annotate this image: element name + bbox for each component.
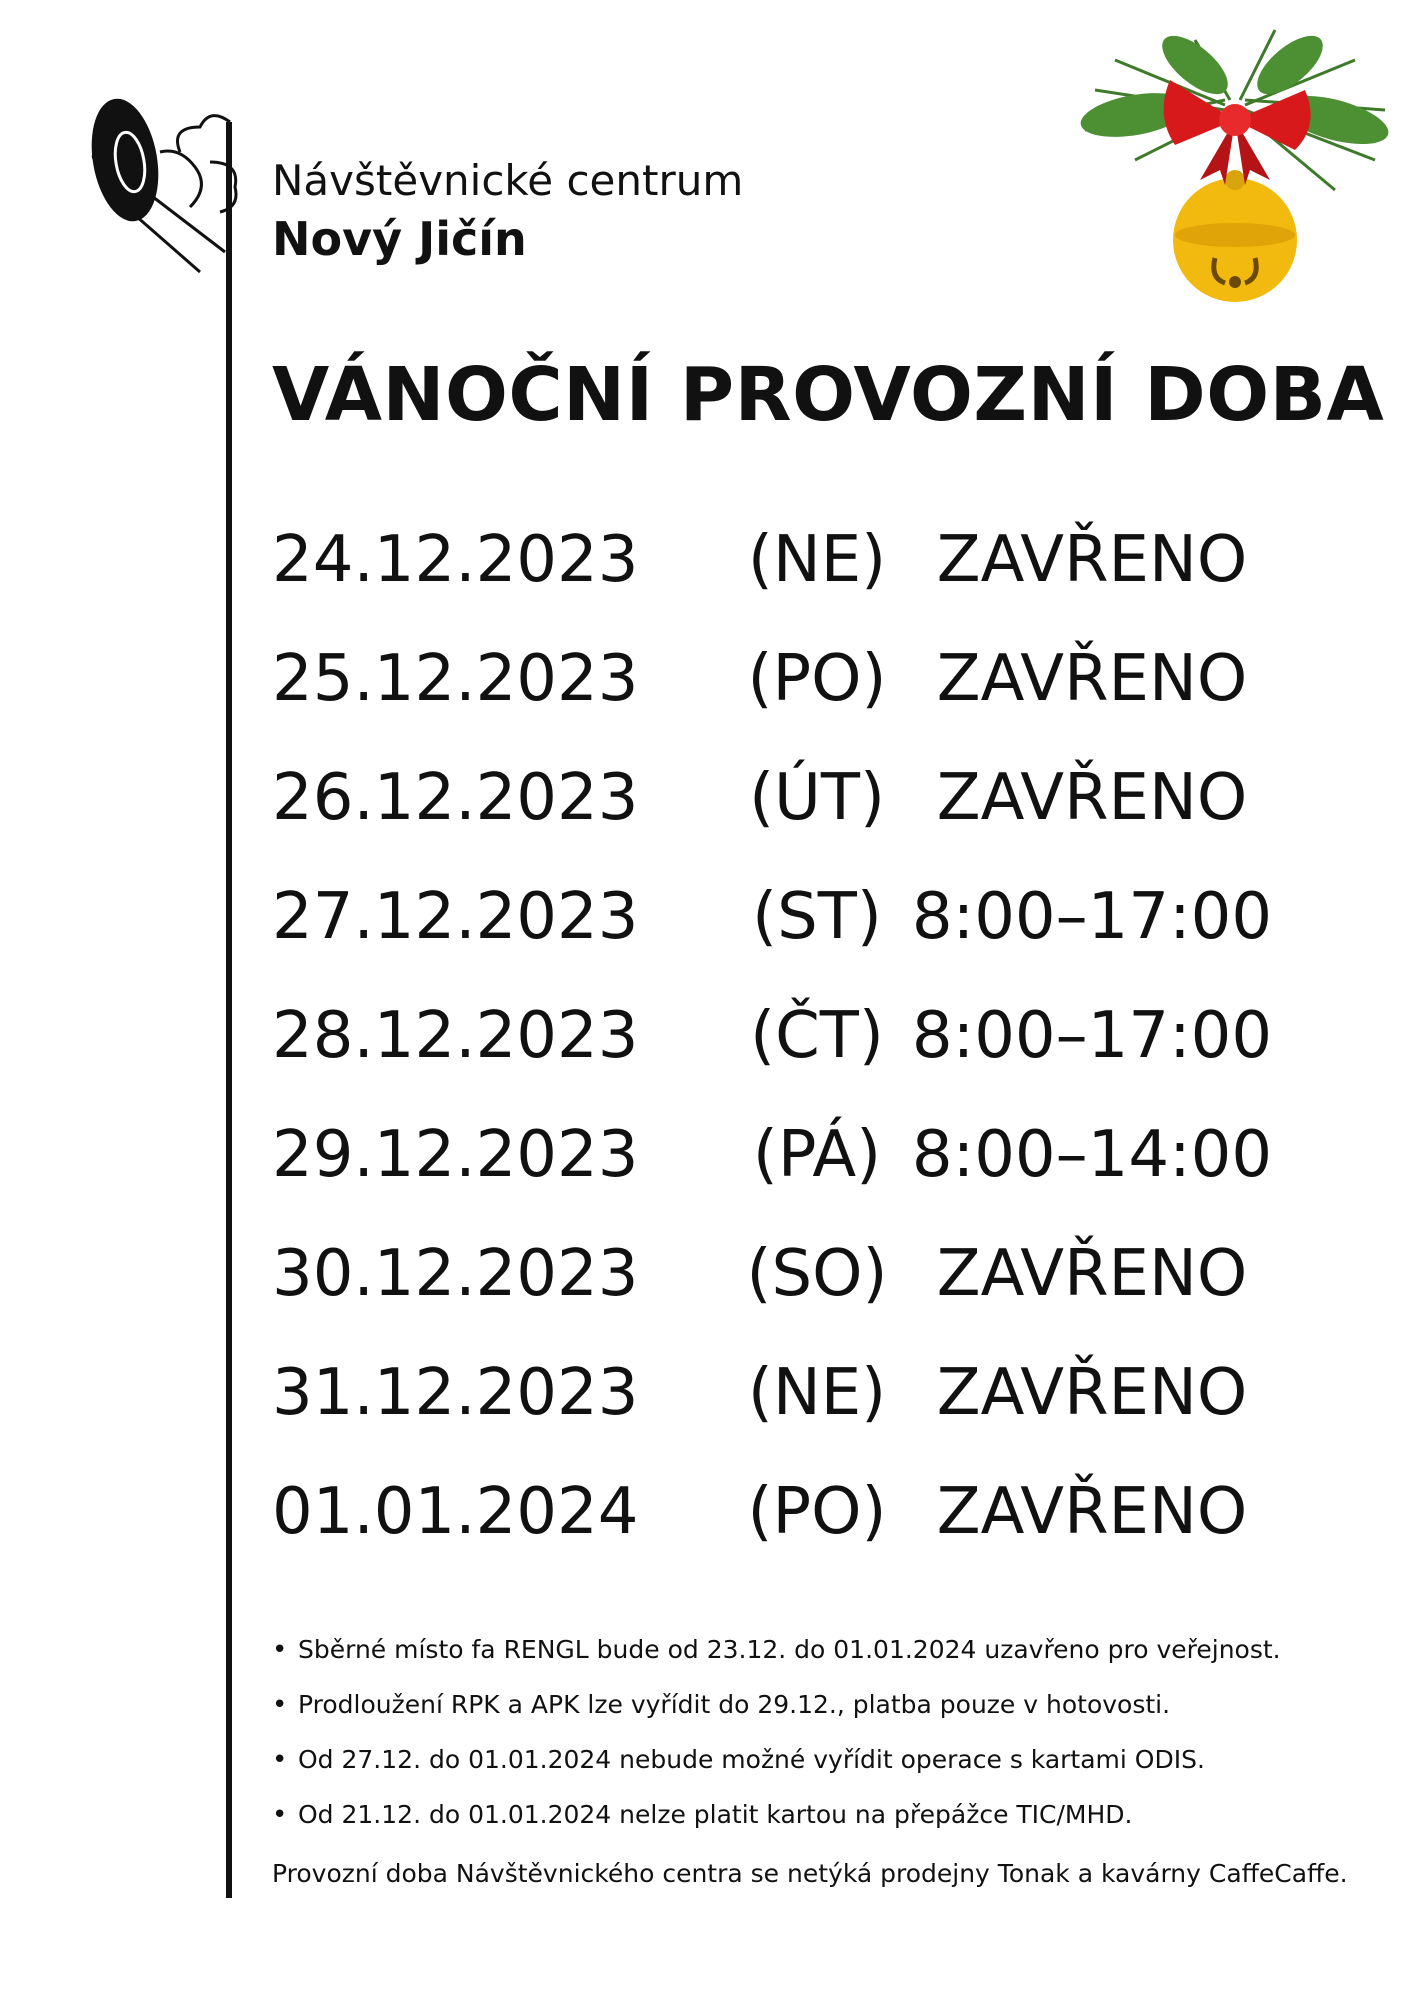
- schedule-row: [272, 510, 1272, 629]
- schedule-date: 26.12.2023: [272, 761, 639, 835]
- schedule-day: (NE): [747, 523, 887, 597]
- schedule-status: 8:00–17:00: [911, 999, 1273, 1073]
- christmas-bell-with-bow-icon: [1075, 20, 1395, 305]
- note-text: Od 27.12. do 01.01.2024 nebude možné vyřídit operace s kartami ODIS.: [298, 1745, 1205, 1774]
- schedule-row: [272, 1462, 1272, 1581]
- list-item: [272, 1740, 1362, 1795]
- schedule-date: 01.01.2024: [272, 1475, 639, 1549]
- list-item: [272, 1795, 1362, 1850]
- bullet-icon: •: [272, 1800, 288, 1830]
- schedule-day: (SO): [746, 1237, 888, 1311]
- note-text: Prodloužení RPK a APK lze vyřídit do 29.12., platba pouze v hotovosti.: [298, 1690, 1171, 1719]
- organization-name: Návštěvnické centrum: [272, 156, 744, 205]
- schedule-status: 8:00–17:00: [911, 880, 1273, 954]
- page-title: VÁNOČNÍ PROVOZNÍ DOBA: [272, 352, 1385, 438]
- schedule-status: ZAVŘENO: [936, 523, 1248, 597]
- bullet-icon: •: [272, 1745, 288, 1775]
- schedule-status: ZAVŘENO: [936, 642, 1248, 716]
- schedule-status: 8:00–14:00: [911, 1118, 1273, 1192]
- schedule-row: [272, 1224, 1272, 1343]
- schedule-date: 25.12.2023: [272, 642, 639, 716]
- schedule-date: 31.12.2023: [272, 1356, 639, 1430]
- bullet-icon: •: [272, 1690, 288, 1720]
- schedule-row: [272, 1105, 1272, 1224]
- schedule-day: (ÚT): [749, 761, 885, 835]
- schedule-date: 30.12.2023: [272, 1237, 639, 1311]
- bullet-icon: •: [272, 1635, 288, 1665]
- schedule-row: [272, 1343, 1272, 1462]
- schedule-day: (PO): [747, 642, 887, 716]
- schedule-row: [272, 867, 1272, 986]
- schedule-day: (ST): [752, 880, 882, 954]
- schedule-status: ZAVŘENO: [936, 761, 1248, 835]
- schedule-date: 29.12.2023: [272, 1118, 639, 1192]
- schedule-row: [272, 748, 1272, 867]
- schedule-row: [272, 986, 1272, 1105]
- note-text: Sběrné místo fa RENGL bude od 23.12. do 01.01.2024 uzavřeno pro veřejnost.: [298, 1635, 1281, 1664]
- schedule-day: (PÁ): [752, 1118, 882, 1192]
- schedule-date: 27.12.2023: [272, 880, 639, 954]
- schedule-status: ZAVŘENO: [936, 1356, 1248, 1430]
- list-item: [272, 1685, 1362, 1740]
- footer-note: Provozní doba Návštěvnického centra se netýká prodejny Tonak a kavárny CaffeCaffe.: [272, 1859, 1348, 1888]
- schedule-table: [272, 510, 1272, 1581]
- list-item: [272, 1630, 1362, 1685]
- schedule-status: ZAVŘENO: [936, 1475, 1248, 1549]
- note-text: Od 21.12. do 01.01.2024 nelze platit kartou na přepážce TIC/MHD.: [298, 1800, 1133, 1829]
- schedule-day: (NE): [747, 1356, 887, 1430]
- schedule-day: (ČT): [750, 999, 884, 1073]
- schedule-day: (PO): [747, 1475, 887, 1549]
- schedule-row: [272, 629, 1272, 748]
- schedule-date: 24.12.2023: [272, 523, 639, 597]
- schedule-date: 28.12.2023: [272, 999, 639, 1073]
- peeking-figure-with-hat-icon: [60, 92, 240, 282]
- notes-list: [272, 1630, 1362, 1850]
- organization-city: Nový Jičín: [272, 212, 527, 266]
- vertical-divider-line: [226, 122, 232, 1898]
- schedule-status: ZAVŘENO: [936, 1237, 1248, 1311]
